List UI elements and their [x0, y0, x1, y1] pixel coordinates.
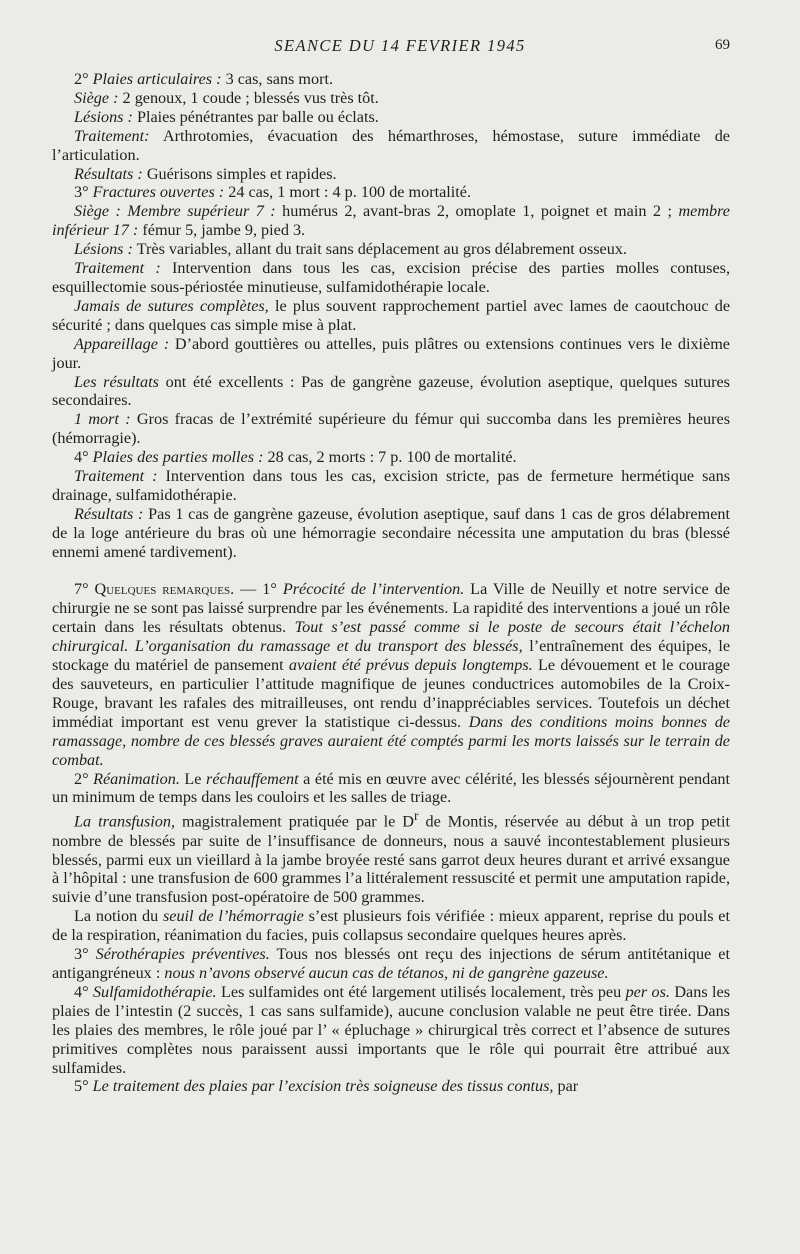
running-title: SEANCE DU 14 FEVRIER 1945 [274, 36, 526, 55]
paragraph: Jamais de sutures complètes, le plus souvent rapprochement partiel avec lames de caoutchouc de sécurité ; dans quelques cas simple mise à plat. [52, 296, 731, 334]
paragraph-seuil: La notion du seuil de l’hémorragie s’est plusieurs fois vérifiée : mieux apparent, reprise du pouls et de la respiration, réanimation du facies, puis collapsus secondaire quelques heures après. [52, 907, 730, 945]
paragraph-serotherapie: 3° Sérothérapies préventives. Tous nos blessés ont reçu des injections de sérum antitétanique et antigangréneux : nous n’avons observé aucun cas de tétanos, ni de gangrène gazeuse. [52, 945, 730, 982]
paragraph: Lésions : Plaies pénétrantes par balle ou éclats. [74, 107, 379, 126]
paragraph-traitement-plaies: 5° Le traitement des plaies par l’excision très soigneuse des tissus contus, par [74, 1077, 579, 1096]
section-heading: Quelques remarques. [94, 580, 235, 599]
page-header [70, 36, 730, 60]
paragraph: 3° Fractures ouvertes : 24 cas, 1 mort : 4 p. 100 de mortalité. [74, 183, 471, 202]
paragraph: Résultats : Pas 1 cas de gangrène gazeuse, évolution aseptique, sauf dans 1 cas de gros délabrement de la loge antérieure du bras où une hémorragie secondaire nécessita une amputation du bras (blessé ennemi amené tardivement). [52, 504, 730, 561]
paragraph: Les résultats ont été excellents : Pas de gangrène gazeuse, évolution aseptique, quelques sutures secondaires. [52, 372, 730, 410]
paragraph: Traitement : Intervention dans tous les cas, excision stricte, pas de fermeture hermétique sans drainage, sulfamidothérapie. [52, 467, 730, 504]
paragraph: Traitement : Intervention dans tous les cas, excision précise des parties molles contuses, esquillectomie sous-périostée minutieuse, sulfamidothérapie locale. [52, 259, 730, 296]
paragraph: Siège : Membre supérieur 7 : humérus 2, avant-bras 2, omoplate 1, poignet et main 2 ; membre inférieur 17 : fémur 5, jambe 9, pied 3. [52, 202, 730, 240]
page-number: 69 [715, 37, 730, 53]
paragraph: Résultats : Guérisons simples et rapides. [74, 164, 337, 183]
paragraph: 1 mort : Gros fracas de l’extrémité supérieure du fémur qui succomba dans les premières heures (hémorragie). [52, 410, 730, 448]
paragraph: Lésions : Très variables, allant du trait sans déplacement au gros délabrement osseux. [74, 240, 627, 259]
body-text [52, 70, 730, 1096]
paragraph: Traitement: Arthrotomies, évacuation des hémarthroses, hémostase, suture immédiate de l’articulation. [52, 126, 730, 164]
paragraph: 4° Plaies des parties molles : 28 cas, 2 morts : 7 p. 100 de mortalité. [74, 448, 517, 467]
paragraph-reanimation: 2° Réanimation. Le réchauffement a été mis en œuvre avec célérité, les blessés séjournèrent pendant un minimum de temps dans les couloirs et les salles de triage. [52, 769, 731, 807]
paragraph-remarks-1: 7° Quelques remarques. — 1° Précocité de l’intervention. La Ville de Neuilly et notre service de chirurgie ne se sont pas laissé surprendre par les événements. La rapidité des interventions a joué un rôle certain dans les résultats obtenus. Tout s’est passé comme si le poste de secours était l’échelon chirurgical. L’organisation du ramassage et du transport des blessés, l’entraînement des équipes, le stockage du matériel de pansement avaient été prévus depuis longtemps. Le dévouement et le courage des sauveteurs, en particulier l’attitude magnifique de jeunes conductrices automobiles de la Croix-Rouge, bravant les rafales des mitrailleuses, ont rendu d’inappréciables services. Toutefois un déchet immédiat important est venu grever la statistique ci-dessus. Dans des conditions moins bonnes de ramassage, nombre de ces blessés graves auraient été comptés parmi les morts laissés sur le terrain de combat. [52, 580, 731, 769]
case-list [52, 70, 730, 562]
paragraph: Siège : 2 genoux, 1 coude ; blessés vus très tôt. [74, 88, 379, 107]
paragraph-transfusion: La transfusion, magistralement pratiquée par le $D^r$ de Montis, réservée au début à un trop petit nombre de blessés par suite de l’insuffisance de donneurs, nous a sauvé incontestablement plusieurs blessés, parmi eux un vieillard à la jambe broyée resté sans garrot deux heures durant et arrivé exsangue à l’hôpital : une transfusion de 600 grammes l’a littéralement ressuscité et permit une amputation rapide, suivie d’une transfusion post-opératoire de 500 grammes. [52, 808, 730, 907]
paragraph: Appareillage : D’abord gouttières ou attelles, puis plâtres ou extensions continues vers le dixième jour. [52, 334, 730, 372]
paragraph: 2° Plaies articulaires : 3 cas, sans mort. [74, 70, 334, 88]
paragraph-sulfamidotherapie: 4° Sulfamidothérapie. Les sulfamides ont été largement utilisés localement, très peu per os. Dans les plaies de l’intestin (2 succès, 1 cas sans sulfamide), aucune conclusion valable ne peut être tirée. Dans les plaies des membres, le rôle joué par l’ « épluchage » chirurgical très correct et l’absence de sutures primitives complètes nous paraissent aussi importants que le rôle qui pourrait être attribué aux sulfamides. [52, 982, 730, 1077]
